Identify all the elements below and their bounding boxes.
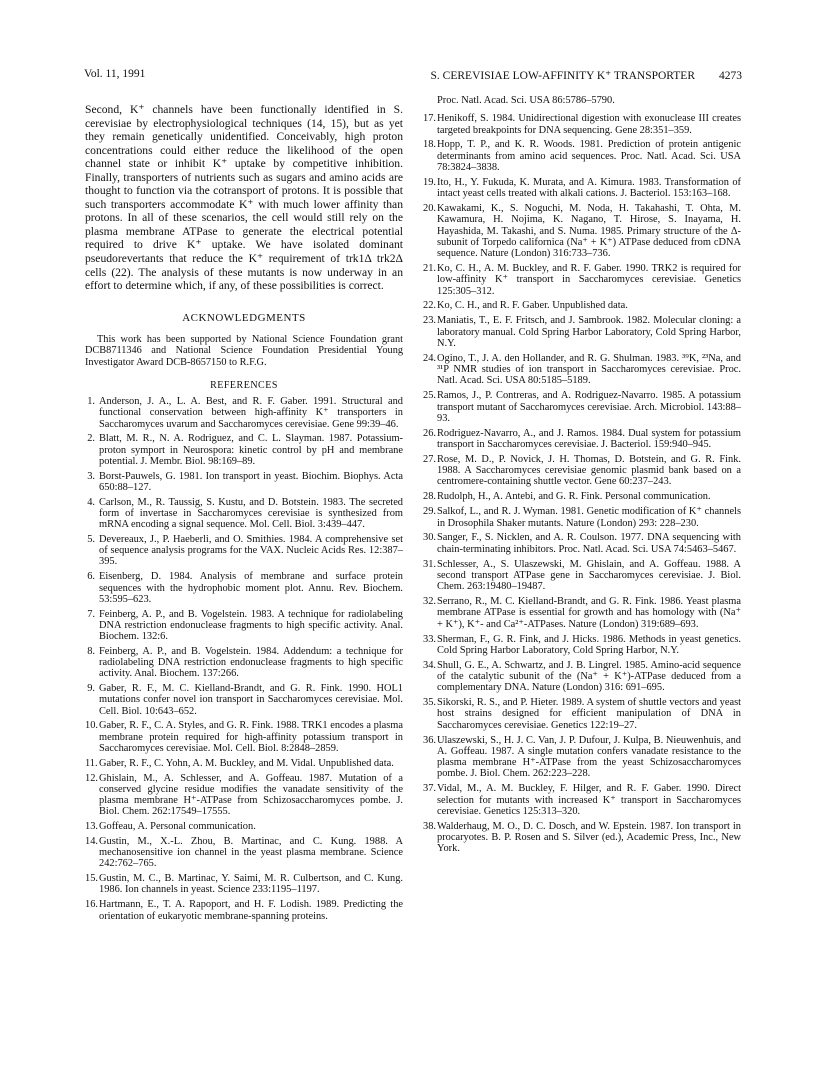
- reference-item: [423, 783, 741, 817]
- reference-text: Gustin, M., X.-L. Zhou, B. Martinac, and C. Kung. 1988. A mechanosensitive ion channel in the yeast plasma membrane. Science 242:762–765.: [99, 835, 403, 870]
- reference-number: 3.: [87, 470, 95, 482]
- reference-number: 31.: [423, 558, 436, 570]
- reference-text: Kawakami, K., S. Noguchi, M. Noda, H. Takahashi, T. Ohta, M. Kawamura, H. Nojima, K. Nagano, T. Hirose, S. Inayama, H. Hayashida, M. Takashi, and S. Numa. 1985. Primary structure of the Δ-subunit of Torpedo californica (Na⁺ + K⁺) ATPase deduced from cDNA sequence. Nature (London) 316:733–736.: [437, 203, 741, 260]
- references-heading: REFERENCES: [210, 379, 278, 391]
- reference-item: [423, 735, 741, 780]
- reference-item: [423, 454, 741, 488]
- volume-label: Vol. 11, 1991: [84, 68, 146, 80]
- reference-text: Sherman, F., G. R. Fink, and J. Hicks. 1986. Methods in yeast genetics. Cold Spring Harbor Laboratory, Cold Spring Harbor, N.Y.: [437, 633, 741, 656]
- reference-text: Gaber, R. F., C. Yohn, A. M. Buckley, and M. Vidal. Unpublished data.: [99, 757, 394, 769]
- page-number: 4273: [719, 70, 742, 82]
- reference-number: 21.: [423, 263, 436, 274]
- page-header: [84, 68, 742, 84]
- reference-number: 13.: [85, 821, 98, 833]
- reference-item: [423, 559, 741, 593]
- reference-text: Sikorski, R. S., and P. Hieter. 1989. A system of shuttle vectors and yeast host strains designed for efficient manipulation of DNA in Saccharomyces cerevisiae. Genetics 122:19–27.: [437, 697, 741, 731]
- reference-text: Borst-Pauwels, G. 1981. Ion transport in yeast. Biochim. Biophys. Acta 650:88–127.: [99, 470, 403, 493]
- reference-item: [423, 660, 741, 694]
- reference-text: Rudolph, H., A. Antebi, and G. R. Fink. Personal communication.: [437, 491, 711, 503]
- reference-item: [423, 177, 741, 200]
- acknowledgments-heading: ACKNOWLEDGMENTS: [182, 311, 306, 324]
- reference-text: Maniatis, T., E. F. Fritsch, and J. Sambrook. 1982. Molecular cloning: a laboratory manual. Cold Spring Harbor Laboratory, Cold Spring Harbor, N.Y.: [437, 315, 741, 349]
- reference-number: 37.: [423, 783, 436, 795]
- reference-number: 34.: [423, 659, 436, 671]
- reference-text: Schlesser, A., S. Ulaszewski, M. Ghislain, and A. Goffeau. 1988. A second transport ATPase gene in Saccharomyces cerevisiae. J. Biol. Chem. 263:19480–19487.: [437, 558, 741, 593]
- reference-text: Gustin, M. C., B. Martinac, Y. Saimi, M. R. Culbertson, and C. Kung. 1986. Ion channels in yeast. Science 233:1195–1197.: [99, 873, 403, 896]
- reference-number: 17.: [423, 113, 436, 125]
- reference-text: Blatt, M. R., N. A. Rodriguez, and C. L. Slayman. 1987. Potassium-proton symport in Neurospora: kinetic control by pH and membrane potential. J. Membr. Biol. 98:169–89.: [99, 433, 403, 467]
- reference-number: 24.: [423, 352, 436, 364]
- reference-text: Carlson, M., R. Taussig, S. Kustu, and D. Botstein. 1983. The secreted form of invertase in Saccharomyces cerevisiae is synthesized from mRNA encoding a signal sequence. Mol. Cell. Biol. 3:439–447.: [99, 496, 403, 531]
- reference-item: [423, 315, 741, 349]
- reference-item: [85, 609, 403, 643]
- reference-number: 32.: [423, 596, 436, 608]
- reference-text: Salkof, L., and R. J. Wyman. 1981. Genetic modification of K⁺ channels in Drosophila Shaker mutants. Nature (London) 293: 228–230.: [437, 506, 741, 529]
- reference-item: [85, 683, 403, 717]
- reference-continuation: Proc. Natl. Acad. Sci. USA 86:5786–5790.: [437, 95, 615, 106]
- reference-item: [423, 821, 741, 855]
- reference-number: 19.: [423, 176, 436, 188]
- reference-number: 29.: [423, 506, 436, 518]
- running-title: S. CEREVISIAE LOW-AFFINITY K⁺ TRANSPORTER: [430, 70, 695, 82]
- reference-number: 1.: [87, 396, 95, 408]
- reference-number: 15.: [85, 873, 98, 885]
- reference-number: 22.: [423, 300, 436, 312]
- reference-number: 23.: [423, 315, 436, 327]
- reference-item: [423, 428, 741, 451]
- reference-number: 8.: [87, 645, 95, 657]
- reference-text: Gaber, R. F., M. C. Kielland-Brandt, and G. R. Fink. 1990. HOL1 mutations confer novel ion transport in Saccharomyces cerevisiae. Mol. Cell. Biol. 10:643–652.: [99, 683, 403, 717]
- reference-number: 28.: [423, 491, 436, 503]
- reference-item: [85, 758, 403, 769]
- reference-text: Rose, M. D., P. Novick, J. H. Thomas, D. Botstein, and G. R. Fink. 1988. A Saccharomyces cerevisiae genomic plasmid bank based on a centromere-containing shuttle vector. Gene 60:237–243.: [437, 453, 741, 488]
- reference-text: Anderson, J. A., L. A. Best, and R. F. Gaber. 1991. Structural and functional conservation between high-affinity K⁺ transporters in Saccharomyces uvarum and Saccharomyces cerevisiae. Gene 99:39–46.: [99, 396, 403, 430]
- reference-item: [423, 353, 741, 387]
- reference-text: Walderhaug, M. O., D. C. Dosch, and W. Epstein. 1987. Ion transport in procaryotes. B. P. Rosen and S. Silver (ed.), Academic Press, Inc., New York.: [437, 820, 741, 855]
- reference-number: 36.: [423, 734, 436, 746]
- reference-item: [85, 873, 403, 896]
- reference-item: [423, 113, 741, 136]
- left-column: [85, 103, 403, 925]
- reference-item: [423, 491, 741, 502]
- reference-item: [423, 506, 741, 529]
- reference-item: [85, 821, 403, 832]
- reference-item: [423, 263, 741, 297]
- acknowledgments-text: This work has been supported by National Science Foundation grant DCB8711346 and National Science Foundation Presidential Young Investigator Award DCB-8657150 to R.F.G.: [85, 333, 403, 368]
- reference-text: Ogino, T., J. A. den Hollander, and R. G. Shulman. 1983. ³⁹K, ²³Na, and ³¹P NMR studies of ion transport in Saccharomyces cerevisiae. Proc. Natl. Acad. Sci. USA 80:5185–5189.: [437, 352, 741, 387]
- reference-number: 35.: [423, 697, 436, 709]
- reference-number: 14.: [85, 835, 98, 847]
- reference-number: 10.: [85, 720, 98, 732]
- reference-text: Serrano, R., M. C. Kielland-Brandt, and G. R. Fink. 1986. Yeast plasma membrane ATPase is essential for growth and has homology with (Na⁺ + K⁺), K⁺- and Ca²⁺-ATPases. Nature (London) 319:689–693.: [437, 596, 741, 630]
- reference-item: [85, 646, 403, 680]
- reference-text: Sanger, F., S. Nicklen, and A. R. Coulson. 1977. DNA sequencing with chain-terminating inhibitors. Proc. Natl. Acad. Sci. USA 74:5463–5467.: [437, 532, 741, 555]
- reference-item: [423, 390, 741, 424]
- reference-text: Ito, H., Y. Fukuda, K. Murata, and A. Kimura. 1983. Transformation of intact yeast cells treated with alkali cations. J. Bacteriol. 153:163–168.: [437, 176, 741, 200]
- reference-item: [423, 532, 741, 555]
- reference-number: 20.: [423, 203, 436, 215]
- reference-text: Goffeau, A. Personal communication.: [99, 821, 256, 833]
- reference-number: 6.: [87, 571, 95, 583]
- header-right: [431, 68, 742, 82]
- reference-text: Hopp, T. P., and K. R. Woods. 1981. Prediction of protein antigenic determinants from amino acid sequences. Proc. Natl. Acad. Sci. USA 78:3824–3838.: [437, 139, 741, 173]
- reference-item: [85, 471, 403, 494]
- reference-number: 18.: [423, 139, 436, 151]
- reference-number: 16.: [85, 899, 98, 911]
- reference-text: Eisenberg, D. 1984. Analysis of membrane and surface protein sequences with the hydrophobic moment plot. Annu. Rev. Biochem. 53:595–623.: [99, 571, 403, 605]
- reference-number: 4.: [87, 496, 95, 508]
- reference-item: [423, 203, 741, 259]
- reference-number: 26.: [423, 427, 436, 439]
- reference-text: Shull, G. E., A. Schwartz, and J. B. Lingrel. 1985. Amino-acid sequence of the catalytic subunit of the (Na⁺ + K⁺)-ATPase deduced from a complementary DNA. Nature (London) 316: 691–695.: [437, 659, 741, 694]
- reference-number: 11.: [85, 757, 98, 769]
- reference-item: [85, 433, 403, 467]
- reference-item: [85, 497, 403, 531]
- reference-text: Gaber, R. F., C. A. Styles, and G. R. Fink. 1988. TRK1 encodes a plasma membrane protein required for high-affinity potassium transport in Saccharomyces cerevisiae. Mol. Cell. Biol. 8:2848–2859.: [99, 720, 403, 754]
- reference-number: 25.: [423, 390, 436, 402]
- reference-item: [423, 139, 741, 173]
- right-column: [423, 95, 741, 858]
- reference-number: 30.: [423, 532, 436, 544]
- reference-text: Ulaszewski, S., H. J. C. Van, J. P. Dufour, J. Kulpa, B. Nieuwenhuis, and A. Goffeau. 1987. A single mutation confers vanadate resistance to the plasma membrane H⁺-ATPase from the yeast Schizosaccharomyces pombe. J. Biol. Chem. 262:223–228.: [437, 734, 741, 780]
- reference-item: [85, 773, 403, 818]
- reference-text: Ko, C. H., and R. F. Gaber. Unpublished data.: [437, 300, 628, 312]
- reference-number: 2.: [87, 433, 95, 445]
- reference-text: Devereaux, J., P. Haeberli, and O. Smithies. 1984. A comprehensive set of sequence analysis programs for the VAX. Nucleic Acids Res. 12:387–395.: [99, 533, 403, 568]
- reference-number: 12.: [85, 772, 98, 784]
- reference-text: Ramos, J., P. Contreras, and A. Rodriguez-Navarro. 1985. A potassium transport mutant of Saccharomyces cerevisiae. Arch. Microbiol. 143:88–93.: [437, 390, 741, 424]
- reference-item: [423, 634, 741, 657]
- reference-number: 38.: [423, 820, 436, 832]
- reference-text: Feinberg, A. P., and B. Vogelstein. 1984. Addendum: a technique for radiolabeling DNA restriction endonuclease fragments to high specific activity. Anal. Biochem. 137:266.: [99, 645, 403, 680]
- reference-item: [423, 596, 741, 630]
- reference-item: [85, 836, 403, 870]
- reference-text: Ko, C. H., A. M. Buckley, and R. F. Gaber. 1990. TRK2 is required for low-affinity K⁺ transport in Saccharomyces cerevisiae. Genetics 125:305–312.: [437, 263, 741, 297]
- reference-number: 27.: [423, 453, 436, 465]
- reference-list-right: [423, 113, 741, 854]
- reference-text: Feinberg, A. P., and B. Vogelstein. 1983. A technique for radiolabeling DNA restriction endonuclease fragments to high specific activity. Anal. Biochem. 132:6.: [99, 608, 403, 643]
- reference-item: [85, 899, 403, 922]
- reference-list-left: [85, 396, 403, 922]
- reference-item: [85, 534, 403, 568]
- discussion-paragraph: Second, K⁺ channels have been functionally identified in S. cerevisiae by electrophysiological techniques (14, 15), but as yet they remain genetically unidentified. Conceivably, high proton concentrations could either reduce the likelihood of the open channel state or inhibit K⁺ uptake by competitive inhibition. Finally, transporters of nutrients such as sugars and amino acids are thought to function via the cotransport of protons. It is possible that such transporters accommodate K⁺ with much lower affinity than protons. In all of these scenarios, the cell would still rely on the plasma membrane ATPase to generate the electrical potential required to drive K⁺ uptake. We have isolated dominant pseudorevertants that reduce the K⁺ requirement of trk1Δ trk2Δ cells (22). The analysis of these mutants is now underway in an effort to determine which, if any, of these possibilities is correct.: [85, 103, 403, 293]
- reference-text: Ghislain, M., A. Schlesser, and A. Goffeau. 1987. Mutation of a conserved glycine residue modifies the vanadate sensitivity of the plasma membrane H⁺-ATPase from Schizosaccharomyces pombe. J. Biol. Chem. 262:17549–17555.: [99, 772, 403, 818]
- reference-item: [85, 720, 403, 754]
- reference-number: 33.: [423, 633, 436, 645]
- reference-text: Vidal, M., A. M. Buckley, F. Hilger, and R. F. Gaber. 1990. Direct selection for mutants with increased K⁺ transport in Saccharomyces cerevisiae. Genetics 125:313–320.: [437, 783, 741, 817]
- reference-text: Hartmann, E., T. A. Rapoport, and H. F. Lodish. 1989. Predicting the orientation of eukaryotic membrane-spanning proteins.: [99, 899, 403, 922]
- reference-number: 9.: [87, 683, 95, 695]
- reference-item: [85, 396, 403, 430]
- reference-text: Henikoff, S. 1984. Unidirectional digestion with exonuclease III creates targeted breakpoints for DNA sequencing. Gene 28:351–359.: [437, 113, 741, 136]
- reference-number: 7.: [87, 608, 95, 620]
- reference-item: [85, 571, 403, 605]
- reference-number: 5.: [87, 533, 95, 545]
- reference-item: [423, 697, 741, 731]
- reference-item: [423, 300, 741, 311]
- reference-text: Rodriguez-Navarro, A., and J. Ramos. 1984. Dual system for potassium transport in Saccharomyces cerevisiae. J. Bacteriol. 159:940–945.: [437, 427, 741, 450]
